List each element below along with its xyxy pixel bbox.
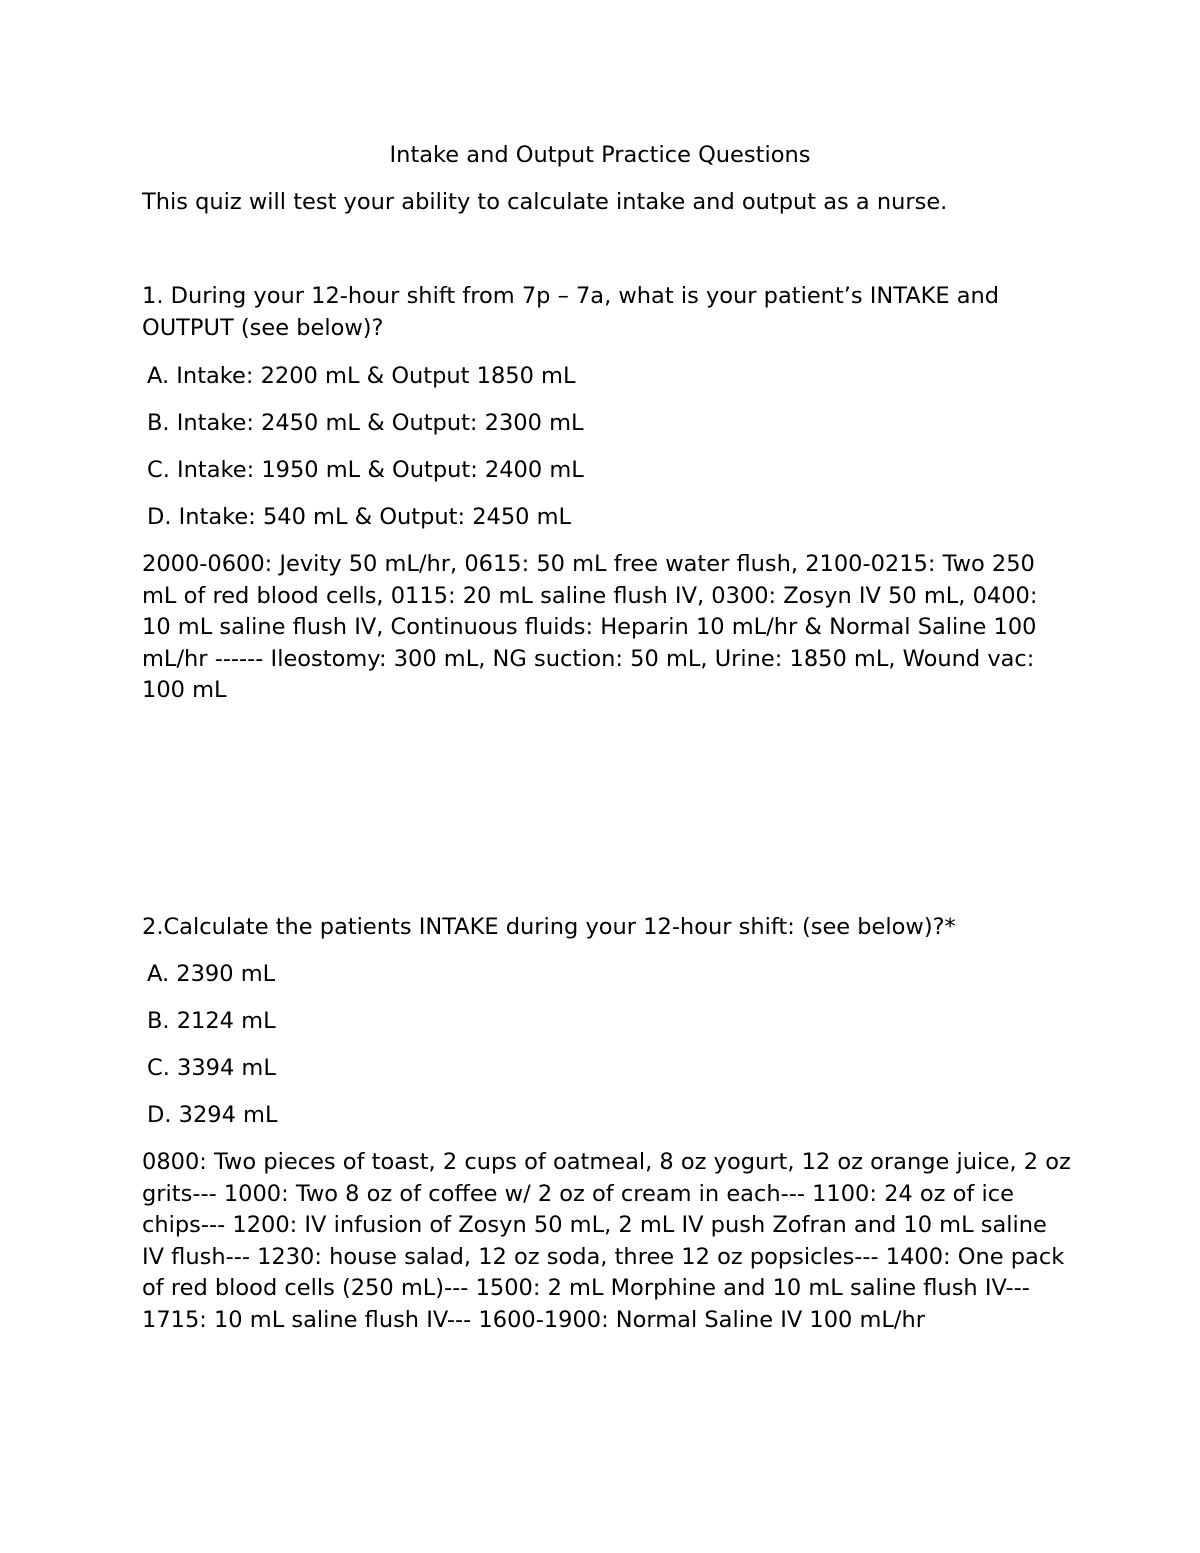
question-1-data: 2000-0600: Jevity 50 mL/hr, 0615: 50 mL free water flush, 2100-0215: Two 250 mL of red blood cells, 0115: 20 mL saline flush IV, 0300: Zosyn IV 50 mL, 0400: 10 mL saline flush IV, Continuous fluids: Heparin 10 mL/hr & Normal Saline 100 mL/hr ------ Ileostomy: 300 mL, NG suction: 50 mL, Urine: 1850 mL, Wound vac: 100 mL	[142, 551, 1038, 703]
question-2-data: 0800: Two pieces of toast, 2 cups of oatmeal, 8 oz yogurt, 12 oz orange juice, 2 oz grits--- 1000: Two 8 oz of coffee w/ 2 oz of cream in each--- 1100: 24 oz of ice chips--- 1200: IV infusion of Zosyn 50 mL, 2 mL IV push Zofran and 10 mL saline IV flush--- 1230: house salad, 12 oz soda, three 12 oz popsicles--- 1400: One pack of red blood cells (250 mL)--- 1500: 2 mL Morphine and 10 mL saline flush IV--- 1715: 10 mL saline flush IV--- 1600-1900: Normal Saline IV 100 mL/hr	[142, 1149, 1071, 1333]
question-1-option-a: A. Intake: 2200 mL & Output 1850 mL	[147, 363, 576, 389]
intro-text: This quiz will test your ability to calculate intake and output as a nurse.	[142, 189, 948, 215]
document-title: Intake and Output Practice Questions	[389, 142, 811, 168]
question-1-option-c: C. Intake: 1950 mL & Output: 2400 mL	[147, 457, 584, 483]
question-2-option-a: A. 2390 mL	[147, 961, 276, 987]
question-2-option-d: D. 3294 mL	[147, 1102, 278, 1128]
question-1-option-d: D. Intake: 540 mL & Output: 2450 mL	[147, 504, 572, 530]
question-1-option-b: B. Intake: 2450 mL & Output: 2300 mL	[147, 410, 584, 436]
question-2-option-b: B. 2124 mL	[147, 1008, 276, 1034]
question-2-option-c: C. 3394 mL	[147, 1055, 276, 1081]
question-2-prompt: 2.Calculate the patients INTAKE during your 12-hour shift: (see below)?*	[142, 914, 956, 940]
question-1-prompt: 1. During your 12-hour shift from 7p – 7a, what is your patient’s INTAKE and OUTPUT (see below)?	[142, 283, 1000, 341]
